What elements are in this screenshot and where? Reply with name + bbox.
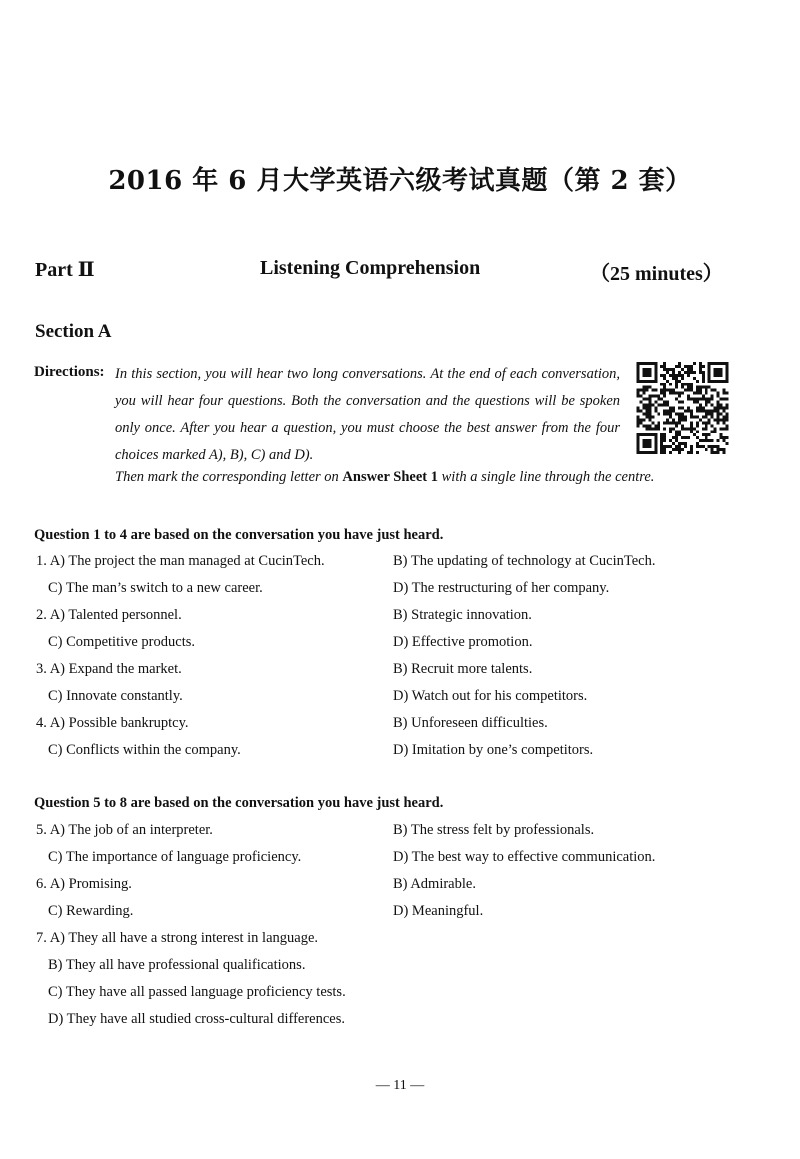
q1-option-d: D) The restructuring of her company. [393, 580, 610, 596]
q3-option-c: C) Innovate constantly. [48, 688, 183, 704]
q5-option-d: D) The best way to effective communication. [393, 849, 656, 865]
q5-option-a: 5. A) The job of an interpreter. [36, 822, 213, 838]
directions-last-line [115, 469, 654, 486]
q7-option-c: C) They have all passed language proficiency tests. [48, 984, 346, 1000]
q7-option-d: D) They have all studied cross-cultural differences. [48, 1011, 346, 1027]
q4-option-b: B) Unforeseen difficulties. [393, 715, 548, 731]
part-name: Listening Comprehension [260, 257, 481, 279]
q5-option-c: C) The importance of language proficiency. [48, 849, 302, 865]
q1-option-a: 1. A) The project the man managed at CucinTech. [36, 553, 325, 569]
q2-option-d: D) Effective promotion. [393, 634, 533, 650]
group2-heading: Question 5 to 8 are based on the conversation you have just heard. [34, 795, 444, 811]
answer-sheet-label: Answer Sheet 1 [342, 469, 438, 485]
q7-option-b: B) They all have professional qualifications. [48, 957, 306, 973]
q4-option-d: D) Imitation by one’s competitors. [393, 742, 594, 758]
qr-code-icon [636, 362, 729, 454]
q3-option-d: D) Watch out for his competitors. [393, 688, 588, 704]
part-label: Part Ⅱ [35, 259, 95, 281]
part-time: （25 minutes） [590, 263, 723, 285]
q2-option-c: C) Competitive products. [48, 634, 195, 650]
group1-heading: Question 1 to 4 are based on the conversation you have just heard. [34, 527, 444, 543]
q6-option-a: 6. A) Promising. [36, 876, 132, 892]
q2-option-a: 2. A) Talented personnel. [36, 607, 182, 623]
q1-option-b: B) The updating of technology at CucinTech. [393, 553, 656, 569]
q4-option-c: C) Conflicts within the company. [48, 742, 241, 758]
page-title: 2016 年 6 月大学英语六级考试真题（第 2 套） [108, 166, 692, 196]
q4-option-a: 4. A) Possible bankruptcy. [36, 715, 189, 731]
directions-last-post: with a single line through the centre. [438, 469, 655, 485]
q3-option-a: 3. A) Expand the market. [36, 661, 182, 677]
q6-option-d: D) Meaningful. [393, 903, 484, 919]
directions-last-pre: Then mark the corresponding letter on [115, 469, 343, 485]
q7-option-a: 7. A) They all have a strong interest in language. [36, 930, 318, 946]
q1-option-c: C) The man’s switch to a new career. [48, 580, 263, 596]
directions-text: In this section, you will hear two long conversations. At the end of each conversation, you will hear four questions. Both the conversation and the questions will be spoken only once. After you hear a question, you must choose the best answer from the four choices marked A), B), C) and D). [115, 366, 620, 463]
q5-option-b: B) The stress felt by professionals. [393, 822, 595, 838]
page-number: — 11 — [375, 1078, 425, 1093]
q6-option-b: B) Admirable. [393, 876, 476, 892]
directions-label: Directions: [34, 364, 105, 380]
section-label: Section A [35, 321, 112, 342]
q3-option-b: B) Recruit more talents. [393, 661, 533, 677]
q6-option-c: C) Rewarding. [48, 903, 134, 919]
q2-option-b: B) Strategic innovation. [393, 607, 532, 623]
